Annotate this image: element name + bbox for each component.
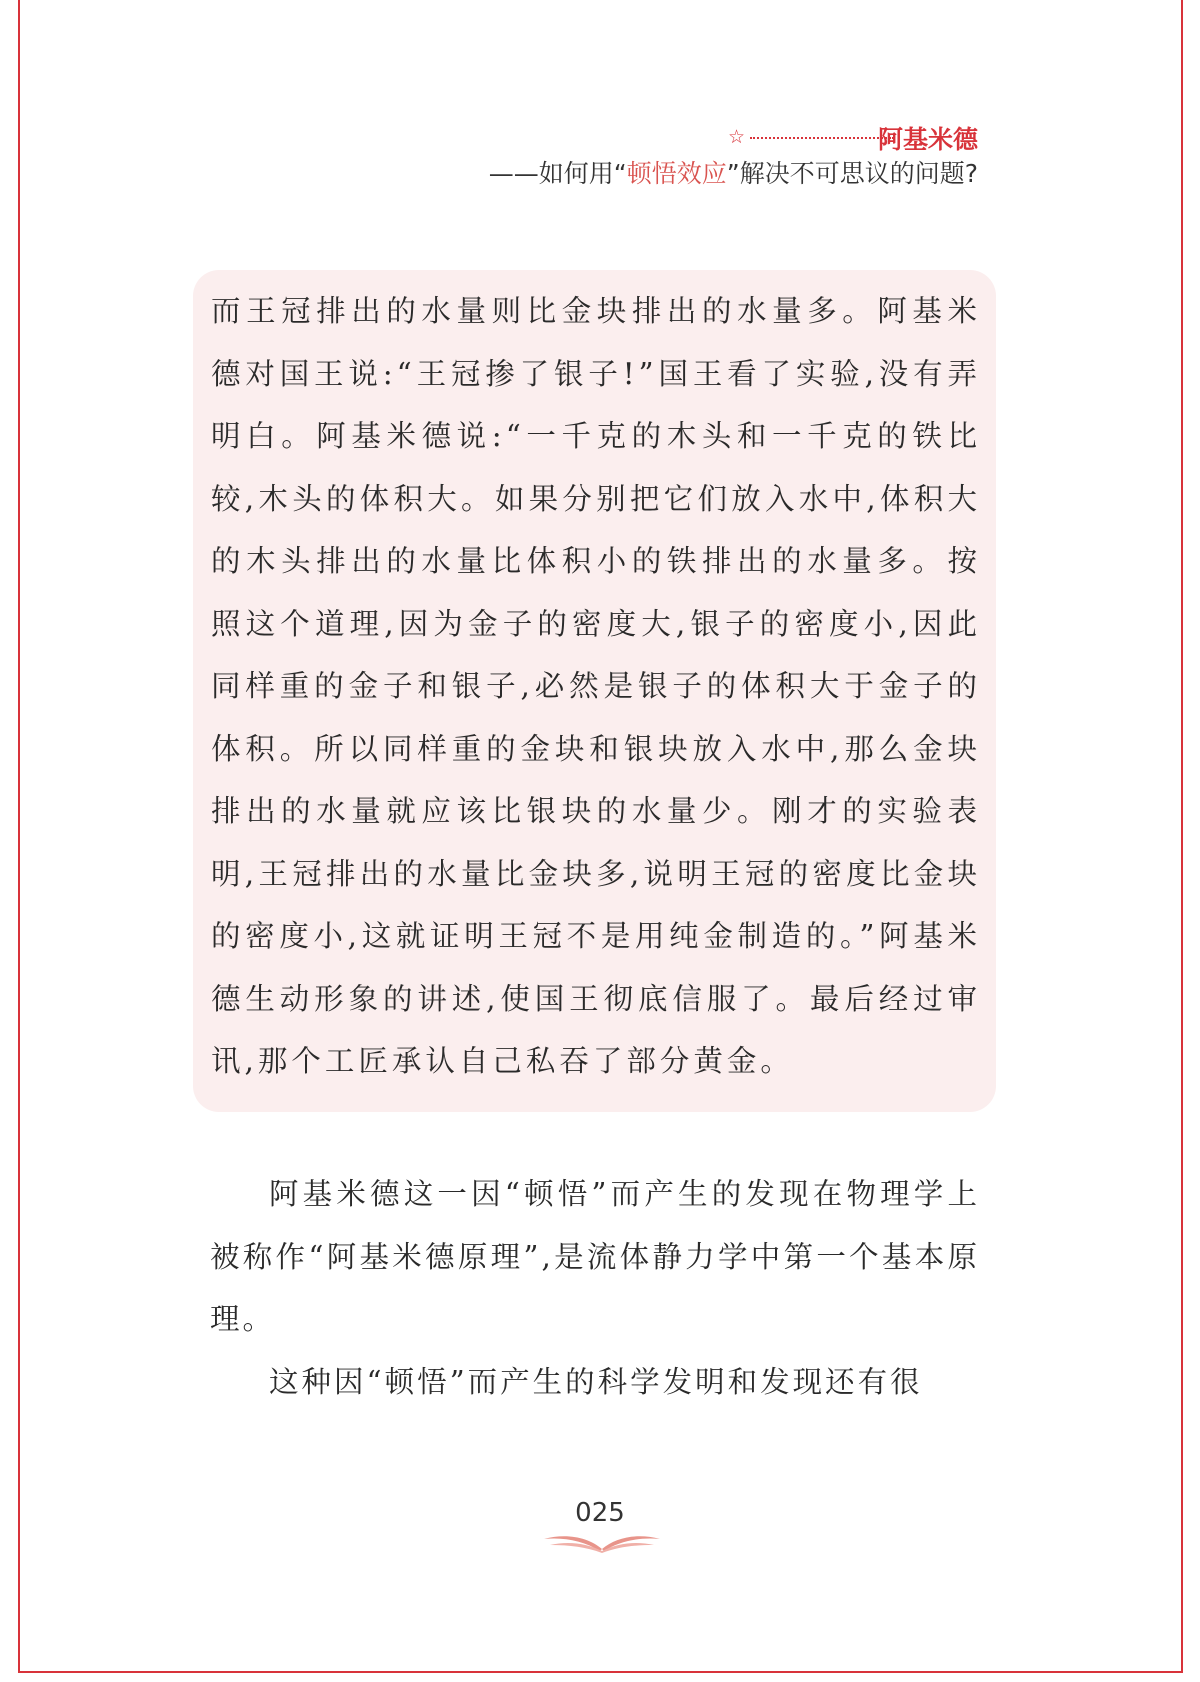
body-paragraph-1: 阿基米德这一因“顿悟”而产生的发现在物理学上被称作“阿基米德原理”,是流体静力学中第一个基本原理。	[210, 1177, 980, 1336]
page-border-bottom	[18, 1671, 1183, 1673]
page-number: 025	[575, 1498, 625, 1528]
subtitle-prefix: ——如何用“	[488, 159, 627, 188]
page-border-left	[18, 0, 20, 1672]
chapter-title: 阿基米德	[877, 125, 978, 154]
story-box	[193, 270, 996, 1112]
story-text: 而王冠排出的水量则比金块排出的水量多。阿基米德对国王说:“王冠掺了银子!”国王看了实验,没有弄明白。阿基米德说:“一千克的木头和一千克的铁比较,木头的体积大。如果分别把它们放入水中,体积大的木头排出的水量比体积小的铁排出的水量多。按照这个道理,因为金子的密度大,银子的密度小,因此同样重的金子和银子,必然是银子的体积大于金子的体积。所以同样重的金块和银块放入水中,那么金块排出的水量就应该比银块的水量少。刚才的实验表明,王冠排出的水量比金块多,说明王冠的密度比金块的密度小,这就证明王冠不是用纯金制造的。”阿基米德生动形象的讲述,使国王彻底信服了。最后经过审讯,那个工匠承认自己私吞了部分黄金。	[211, 294, 981, 1078]
body-text	[210, 1163, 980, 1413]
body-paragraph-2: 这种因“顿悟”而产生的科学发明和发现还有很	[269, 1364, 923, 1399]
book-ornament-icon	[540, 1531, 664, 1553]
chapter-subtitle	[489, 156, 978, 192]
subtitle-suffix: ”解决不可思议的问题?	[726, 159, 978, 188]
subtitle-highlight: 顿悟效应	[626, 159, 727, 188]
star-icon: ☆	[728, 126, 746, 148]
chapter-header	[728, 124, 978, 158]
dotted-divider	[750, 137, 894, 139]
page-border-right	[1181, 0, 1183, 1672]
